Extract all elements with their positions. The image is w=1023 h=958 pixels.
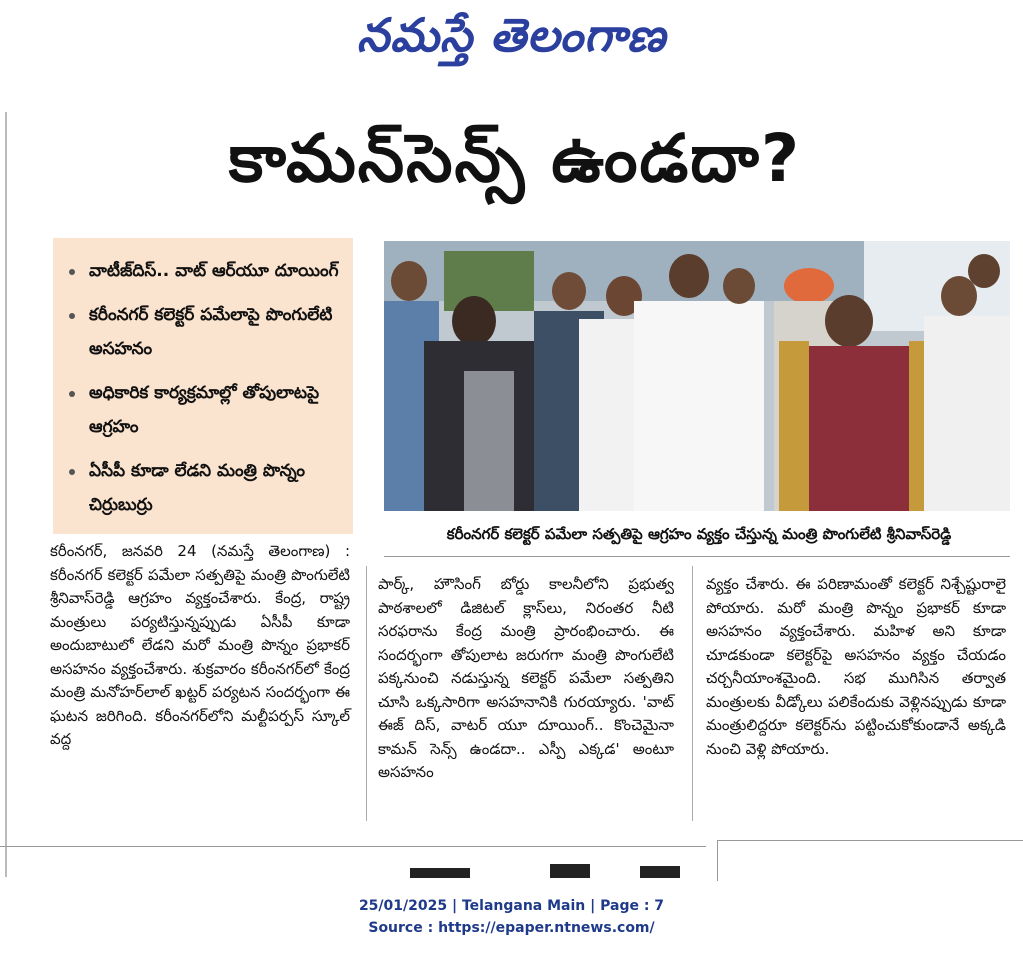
- photo-illustration: [384, 241, 1010, 511]
- headline-text: కామన్‌సెన్స్ ఉండదా?: [228, 120, 802, 197]
- article-column-3: [706, 573, 1006, 761]
- article-headline: [40, 120, 990, 220]
- highlight-item: కరీంనగర్ కలెక్టర్ పమేలాపై పొంగులేటి అసహనం: [67, 298, 345, 366]
- bottom-rule: [0, 846, 706, 847]
- column-text: పార్క్, హౌసింగ్ బోర్డు కాలనీలోని ప్రభుత్వ పాఠశాలలో డిజిటల్ క్లాస్‌లు, నిరంతర నీటి సరఫరాను కేంద్ర మంత్రి ప్రారంభించారు. ఈ సందర్భంగా తోపులాట జరుగగా మంత్రి పొంగులేటి పక్కనుంచి నడుస్తున్న కలెక్టర్ పమేలా సత్పతిని చూసి ఒక్కసారిగా అసహనానికి గురయ్యారు. 'వాట్ ఈజ్ దిస్, వాటర్ యూ దూయింగ్.. కొంచెమైనా కామన్ సెన్స్ ఉండదా.. ఎస్పీ ఎక్కడ' అంటూ అసహనం: [378, 575, 674, 781]
- next-story-fragment: [400, 856, 700, 878]
- bullet-icon: [69, 469, 75, 475]
- column-divider: [366, 566, 367, 821]
- photo-caption: కరీంనగర్ కలెక్టర్ పమేలా సత్పతిపై ఆగ్రహం వ్యక్తం చేస్తున్న మంత్రి పొంగులేటి శ్రీనివాస్‌రెడ్డి: [446, 525, 952, 543]
- footer-source-link[interactable]: Source : https://epaper.ntnews.com/: [368, 920, 655, 936]
- page-footer: [0, 895, 1023, 939]
- bullet-icon: [69, 313, 75, 319]
- footer-edition-line: 25/01/2025 | Telangana Main | Page : 7: [358, 898, 665, 914]
- page-edge-rule: [5, 112, 7, 877]
- next-article-box: [717, 840, 1023, 881]
- newspaper-masthead: [0, 8, 1023, 78]
- highlights-box: [53, 238, 353, 534]
- caption-rule: [384, 556, 1010, 557]
- highlight-item: అధికారిక కార్యక్రమాల్లో తోపులాటపై ఆగ్రహం: [67, 376, 345, 444]
- cropped-headline-fragment: [400, 856, 700, 878]
- news-photo: [384, 241, 1010, 511]
- bullet-icon: [69, 269, 75, 275]
- article-column-2: [378, 573, 674, 785]
- column-divider: [692, 566, 693, 821]
- article-column-1: [50, 540, 350, 752]
- column-text: కరీంనగర్, జనవరి 24 (నమస్తే తెలంగాణ) : కరీంనగర్ కలెక్టర్ పమేలా సత్పతిపై మంత్రి పొంగులేటి శ్రీనివాస్‌రెడ్డి ఆగ్రహం వ్యక్తంచేశారు. కేంద్ర, రాష్ట్ర మంత్రులు పర్యటిస్తున్నప్పుడు ఏసీపీ కూడా అందుబాటులో లేడని మరో మంత్రి పొన్నం ప్రభాకర్ అసహనం వ్యక్తంచేశారు. శుక్రవారం కరీంనగర్‌లో కేంద్ర మంత్రి మనోహర్‌లాల్ ఖట్టర్ పర్యటన సందర్భంగా ఈ ఘటన జరిగింది. కరీంనగర్‌లోని మల్టీపర్పస్ స్కూల్ వద్ద: [50, 542, 350, 748]
- bullet-icon: [69, 391, 75, 397]
- highlight-item: వాటీజ్‌దిస్.. వాట్ ఆర్‌యూ దూయింగ్: [67, 254, 345, 288]
- masthead-title: నమస్తే తెలంగాణ: [356, 8, 667, 62]
- column-text: వ్యక్తం చేశారు. ఈ పరిణామంతో కలెక్టర్ నిశ్చేష్టురాలై పోయారు. మరో మంత్రి పొన్నం ప్రభాకర్ కూడా అసహనం వ్యక్తంచేశారు. మహిళ అని కూడా చూడకుండా కలెక్టర్‌పై అసహనం వ్యక్తం చేయడం చర్చనీయాంశమైంది. సభ ముగిసిన తర్వాత మంత్రులకు వీడ్కోలు పలికేందుకు వెళ్లినప్పుడు కూడా మంత్రులిద్దరూ కలెక్టర్‌ను పట్టించుకోకుండానే అక్కడి నుంచి వెళ్లి పోయారు.: [706, 575, 1006, 758]
- highlight-item: ఏసీపీ కూడా లేడని మంత్రి పొన్నం చిర్రుబుర్రు: [67, 454, 345, 522]
